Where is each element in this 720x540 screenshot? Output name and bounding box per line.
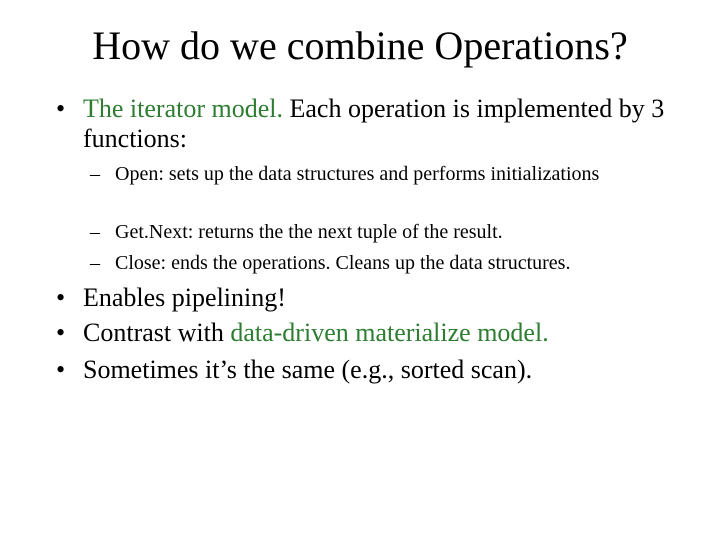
subitem-text: Open: sets up the data structures and performs initializations	[115, 163, 600, 185]
subitem-close	[90, 251, 690, 275]
bullet-marker: •	[56, 94, 66, 123]
bullet-pipelining	[56, 283, 676, 313]
subitem-open	[90, 162, 690, 186]
slide-title: How do we combine Operations?	[92, 23, 628, 68]
subitem-marker: –	[90, 252, 100, 274]
subitem-marker: –	[90, 163, 100, 185]
bullet-text: Enables pipelining!	[83, 283, 286, 312]
bullet-iterator-model	[56, 94, 676, 154]
bullet-body: Contrast with	[83, 318, 231, 347]
bullet-text: Sometimes it’s the same (e.g., sorted scan).	[83, 355, 533, 384]
bullet-marker: •	[56, 355, 66, 384]
bullet-text	[83, 94, 676, 154]
bullet-contrast	[56, 318, 676, 348]
bullet-text	[83, 318, 676, 348]
bullet-highlight: The iterator model.	[83, 94, 283, 123]
bullet-body: Each operation is implemented by 3 functions:	[83, 94, 665, 153]
subitem-marker: –	[90, 221, 100, 243]
bullet-marker: •	[56, 318, 66, 347]
bullet-sometimes-same	[56, 355, 676, 385]
subitem-text: Close: ends the operations. Cleans up the data structures.	[115, 252, 571, 274]
subitem-text: Get.Next: returns the the next tuple of the result.	[115, 221, 503, 243]
subitem-getnext	[90, 220, 690, 244]
bullet-marker: •	[56, 283, 66, 312]
bullet-highlight: data-driven materialize model.	[230, 318, 549, 347]
